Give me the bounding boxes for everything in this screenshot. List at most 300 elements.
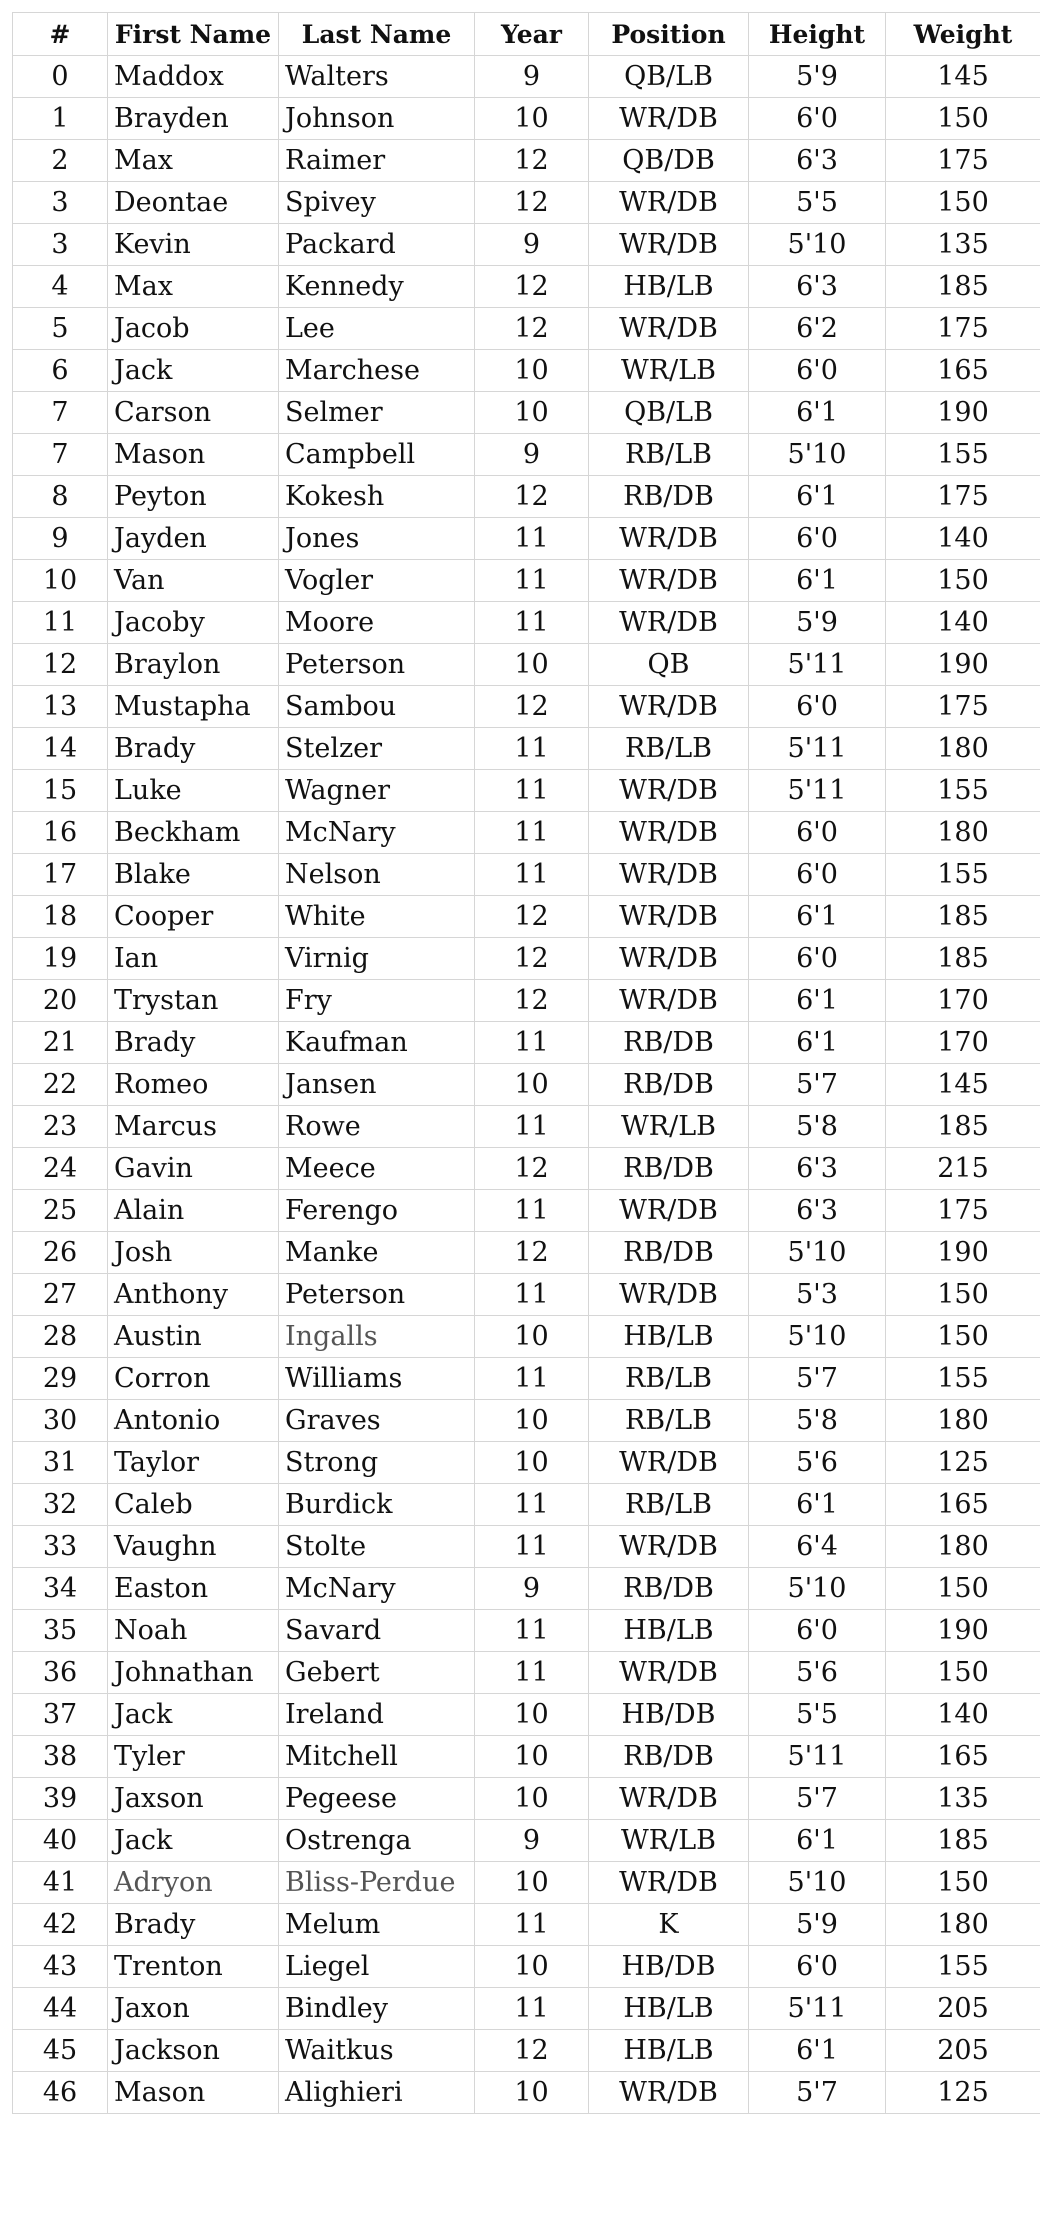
first-name-cell[interactable]: Cooper — [108, 896, 279, 938]
first-name-cell[interactable]: Jackson — [108, 2030, 279, 2072]
last-name-cell[interactable]: Campbell — [279, 434, 475, 476]
last-name-cell[interactable]: Spivey — [279, 182, 475, 224]
position-cell[interactable]: WR/DB — [589, 602, 749, 644]
year-cell[interactable]: 12 — [475, 686, 589, 728]
first-name-cell[interactable]: Marcus — [108, 1106, 279, 1148]
last-name-cell[interactable]: Bliss-Perdue — [279, 1862, 475, 1904]
year-cell[interactable]: 11 — [475, 518, 589, 560]
height-cell[interactable]: 6'3 — [749, 266, 886, 308]
height-cell[interactable]: 5'6 — [749, 1652, 886, 1694]
first-name-cell[interactable]: Max — [108, 140, 279, 182]
first-name-cell[interactable]: Tyler — [108, 1736, 279, 1778]
height-cell[interactable]: 6'2 — [749, 308, 886, 350]
last-name-cell[interactable]: Marchese — [279, 350, 475, 392]
weight-cell[interactable]: 175 — [886, 1190, 1040, 1232]
first-name-cell[interactable]: Carson — [108, 392, 279, 434]
height-cell[interactable]: 6'1 — [749, 980, 886, 1022]
column-header-year[interactable]: Year — [475, 13, 589, 56]
height-cell[interactable]: 5'7 — [749, 2072, 886, 2114]
weight-cell[interactable]: 150 — [886, 98, 1040, 140]
number-cell[interactable]: 2 — [13, 140, 108, 182]
number-cell[interactable]: 28 — [13, 1316, 108, 1358]
number-cell[interactable]: 39 — [13, 1778, 108, 1820]
position-cell[interactable]: QB — [589, 644, 749, 686]
last-name-cell[interactable]: Manke — [279, 1232, 475, 1274]
height-cell[interactable]: 6'1 — [749, 476, 886, 518]
first-name-cell[interactable]: Antonio — [108, 1400, 279, 1442]
position-cell[interactable]: RB/DB — [589, 1736, 749, 1778]
first-name-cell[interactable]: Luke — [108, 770, 279, 812]
last-name-cell[interactable]: Jones — [279, 518, 475, 560]
year-cell[interactable]: 11 — [475, 1022, 589, 1064]
height-cell[interactable]: 6'0 — [749, 518, 886, 560]
number-cell[interactable]: 13 — [13, 686, 108, 728]
last-name-cell[interactable]: Peterson — [279, 644, 475, 686]
height-cell[interactable]: 6'0 — [749, 686, 886, 728]
number-cell[interactable]: 42 — [13, 1904, 108, 1946]
position-cell[interactable]: QB/LB — [589, 392, 749, 434]
number-cell[interactable]: 10 — [13, 560, 108, 602]
position-cell[interactable]: QB/LB — [589, 56, 749, 98]
last-name-cell[interactable]: Virnig — [279, 938, 475, 980]
height-cell[interactable]: 5'9 — [749, 56, 886, 98]
height-cell[interactable]: 6'1 — [749, 1022, 886, 1064]
number-cell[interactable]: 0 — [13, 56, 108, 98]
year-cell[interactable]: 11 — [475, 1358, 589, 1400]
year-cell[interactable]: 11 — [475, 1190, 589, 1232]
year-cell[interactable]: 10 — [475, 98, 589, 140]
number-cell[interactable]: 46 — [13, 2072, 108, 2114]
first-name-cell[interactable]: Beckham — [108, 812, 279, 854]
height-cell[interactable]: 5'11 — [749, 1736, 886, 1778]
year-cell[interactable]: 11 — [475, 728, 589, 770]
last-name-cell[interactable]: Ireland — [279, 1694, 475, 1736]
first-name-cell[interactable]: Romeo — [108, 1064, 279, 1106]
weight-cell[interactable]: 170 — [886, 1022, 1040, 1064]
first-name-cell[interactable]: Jack — [108, 350, 279, 392]
year-cell[interactable]: 10 — [475, 392, 589, 434]
last-name-cell[interactable]: Gebert — [279, 1652, 475, 1694]
height-cell[interactable]: 5'7 — [749, 1064, 886, 1106]
last-name-cell[interactable]: Burdick — [279, 1484, 475, 1526]
last-name-cell[interactable]: Liegel — [279, 1946, 475, 1988]
last-name-cell[interactable]: Lee — [279, 308, 475, 350]
position-cell[interactable]: WR/DB — [589, 1274, 749, 1316]
last-name-cell[interactable]: Melum — [279, 1904, 475, 1946]
height-cell[interactable]: 6'0 — [749, 854, 886, 896]
first-name-cell[interactable]: Deontae — [108, 182, 279, 224]
year-cell[interactable]: 12 — [475, 1232, 589, 1274]
position-cell[interactable]: WR/DB — [589, 980, 749, 1022]
column-header-last-name[interactable]: Last Name — [279, 13, 475, 56]
year-cell[interactable]: 11 — [475, 1988, 589, 2030]
column-header-position[interactable]: Position — [589, 13, 749, 56]
year-cell[interactable]: 9 — [475, 224, 589, 266]
height-cell[interactable]: 6'1 — [749, 392, 886, 434]
first-name-cell[interactable]: Noah — [108, 1610, 279, 1652]
year-cell[interactable]: 12 — [475, 140, 589, 182]
position-cell[interactable]: RB/LB — [589, 1400, 749, 1442]
number-cell[interactable]: 43 — [13, 1946, 108, 1988]
first-name-cell[interactable]: Blake — [108, 854, 279, 896]
height-cell[interactable]: 6'0 — [749, 98, 886, 140]
position-cell[interactable]: WR/DB — [589, 518, 749, 560]
first-name-cell[interactable]: Trystan — [108, 980, 279, 1022]
weight-cell[interactable]: 125 — [886, 2072, 1040, 2114]
position-cell[interactable]: WR/DB — [589, 938, 749, 980]
position-cell[interactable]: WR/DB — [589, 1526, 749, 1568]
position-cell[interactable]: RB/DB — [589, 1022, 749, 1064]
last-name-cell[interactable]: Johnson — [279, 98, 475, 140]
first-name-cell[interactable]: Adryon — [108, 1862, 279, 1904]
year-cell[interactable]: 11 — [475, 854, 589, 896]
number-cell[interactable]: 21 — [13, 1022, 108, 1064]
height-cell[interactable]: 5'11 — [749, 644, 886, 686]
position-cell[interactable]: RB/LB — [589, 1358, 749, 1400]
last-name-cell[interactable]: Sambou — [279, 686, 475, 728]
number-cell[interactable]: 27 — [13, 1274, 108, 1316]
height-cell[interactable]: 5'8 — [749, 1106, 886, 1148]
year-cell[interactable]: 10 — [475, 1694, 589, 1736]
last-name-cell[interactable]: Mitchell — [279, 1736, 475, 1778]
year-cell[interactable]: 10 — [475, 1316, 589, 1358]
height-cell[interactable]: 6'3 — [749, 1190, 886, 1232]
height-cell[interactable]: 5'10 — [749, 1568, 886, 1610]
last-name-cell[interactable]: Vogler — [279, 560, 475, 602]
weight-cell[interactable]: 190 — [886, 644, 1040, 686]
number-cell[interactable]: 26 — [13, 1232, 108, 1274]
first-name-cell[interactable]: Mustapha — [108, 686, 279, 728]
last-name-cell[interactable]: McNary — [279, 1568, 475, 1610]
position-cell[interactable]: K — [589, 1904, 749, 1946]
weight-cell[interactable]: 140 — [886, 602, 1040, 644]
year-cell[interactable]: 12 — [475, 2030, 589, 2072]
weight-cell[interactable]: 170 — [886, 980, 1040, 1022]
number-cell[interactable]: 38 — [13, 1736, 108, 1778]
weight-cell[interactable]: 150 — [886, 1652, 1040, 1694]
number-cell[interactable]: 41 — [13, 1862, 108, 1904]
first-name-cell[interactable]: Jack — [108, 1820, 279, 1862]
last-name-cell[interactable]: Bindley — [279, 1988, 475, 2030]
last-name-cell[interactable]: Graves — [279, 1400, 475, 1442]
position-cell[interactable]: RB/DB — [589, 476, 749, 518]
weight-cell[interactable]: 175 — [886, 308, 1040, 350]
weight-cell[interactable]: 175 — [886, 476, 1040, 518]
position-cell[interactable]: WR/DB — [589, 770, 749, 812]
year-cell[interactable]: 9 — [475, 56, 589, 98]
weight-cell[interactable]: 145 — [886, 1064, 1040, 1106]
weight-cell[interactable]: 150 — [886, 1862, 1040, 1904]
last-name-cell[interactable]: Kokesh — [279, 476, 475, 518]
first-name-cell[interactable]: Max — [108, 266, 279, 308]
first-name-cell[interactable]: Brady — [108, 728, 279, 770]
first-name-cell[interactable]: Brayden — [108, 98, 279, 140]
last-name-cell[interactable]: Ferengo — [279, 1190, 475, 1232]
position-cell[interactable]: RB/LB — [589, 434, 749, 476]
year-cell[interactable]: 10 — [475, 1946, 589, 1988]
position-cell[interactable]: WR/DB — [589, 854, 749, 896]
year-cell[interactable]: 12 — [475, 266, 589, 308]
number-cell[interactable]: 45 — [13, 2030, 108, 2072]
number-cell[interactable]: 7 — [13, 392, 108, 434]
height-cell[interactable]: 6'0 — [749, 1610, 886, 1652]
weight-cell[interactable]: 190 — [886, 1610, 1040, 1652]
weight-cell[interactable]: 150 — [886, 1568, 1040, 1610]
position-cell[interactable]: WR/DB — [589, 2072, 749, 2114]
number-cell[interactable]: 17 — [13, 854, 108, 896]
weight-cell[interactable]: 190 — [886, 392, 1040, 434]
last-name-cell[interactable]: Stolte — [279, 1526, 475, 1568]
column-header-first-name[interactable]: First Name — [108, 13, 279, 56]
weight-cell[interactable]: 150 — [886, 1274, 1040, 1316]
first-name-cell[interactable]: Austin — [108, 1316, 279, 1358]
year-cell[interactable]: 10 — [475, 1064, 589, 1106]
position-cell[interactable]: WR/DB — [589, 686, 749, 728]
first-name-cell[interactable]: Taylor — [108, 1442, 279, 1484]
height-cell[interactable]: 6'0 — [749, 812, 886, 854]
last-name-cell[interactable]: Pegeese — [279, 1778, 475, 1820]
year-cell[interactable]: 10 — [475, 1400, 589, 1442]
first-name-cell[interactable]: Jacob — [108, 308, 279, 350]
position-cell[interactable]: HB/LB — [589, 2030, 749, 2072]
height-cell[interactable]: 6'1 — [749, 560, 886, 602]
first-name-cell[interactable]: Easton — [108, 1568, 279, 1610]
number-cell[interactable]: 11 — [13, 602, 108, 644]
weight-cell[interactable]: 205 — [886, 1988, 1040, 2030]
first-name-cell[interactable]: Alain — [108, 1190, 279, 1232]
number-cell[interactable]: 14 — [13, 728, 108, 770]
number-cell[interactable]: 44 — [13, 1988, 108, 2030]
position-cell[interactable]: HB/DB — [589, 1694, 749, 1736]
height-cell[interactable]: 5'8 — [749, 1400, 886, 1442]
weight-cell[interactable]: 185 — [886, 938, 1040, 980]
weight-cell[interactable]: 190 — [886, 1232, 1040, 1274]
number-cell[interactable]: 30 — [13, 1400, 108, 1442]
number-cell[interactable]: 9 — [13, 518, 108, 560]
number-cell[interactable]: 3 — [13, 224, 108, 266]
year-cell[interactable]: 11 — [475, 1652, 589, 1694]
position-cell[interactable]: HB/LB — [589, 1610, 749, 1652]
position-cell[interactable]: RB/DB — [589, 1064, 749, 1106]
first-name-cell[interactable]: Jaxson — [108, 1778, 279, 1820]
weight-cell[interactable]: 150 — [886, 1316, 1040, 1358]
last-name-cell[interactable]: Meece — [279, 1148, 475, 1190]
height-cell[interactable]: 6'3 — [749, 140, 886, 182]
position-cell[interactable]: RB/DB — [589, 1568, 749, 1610]
height-cell[interactable]: 5'3 — [749, 1274, 886, 1316]
weight-cell[interactable]: 135 — [886, 224, 1040, 266]
last-name-cell[interactable]: Ostrenga — [279, 1820, 475, 1862]
weight-cell[interactable]: 140 — [886, 518, 1040, 560]
height-cell[interactable]: 5'6 — [749, 1442, 886, 1484]
weight-cell[interactable]: 150 — [886, 182, 1040, 224]
height-cell[interactable]: 5'7 — [749, 1358, 886, 1400]
first-name-cell[interactable]: Jack — [108, 1694, 279, 1736]
number-cell[interactable]: 35 — [13, 1610, 108, 1652]
number-cell[interactable]: 34 — [13, 1568, 108, 1610]
last-name-cell[interactable]: Jansen — [279, 1064, 475, 1106]
position-cell[interactable]: WR/LB — [589, 350, 749, 392]
position-cell[interactable]: WR/DB — [589, 1442, 749, 1484]
first-name-cell[interactable]: Trenton — [108, 1946, 279, 1988]
position-cell[interactable]: WR/DB — [589, 1862, 749, 1904]
year-cell[interactable]: 11 — [475, 560, 589, 602]
number-cell[interactable]: 1 — [13, 98, 108, 140]
position-cell[interactable]: RB/LB — [589, 728, 749, 770]
weight-cell[interactable]: 180 — [886, 1904, 1040, 1946]
weight-cell[interactable]: 135 — [886, 1778, 1040, 1820]
weight-cell[interactable]: 165 — [886, 350, 1040, 392]
weight-cell[interactable]: 175 — [886, 140, 1040, 182]
first-name-cell[interactable]: Corron — [108, 1358, 279, 1400]
first-name-cell[interactable]: Jayden — [108, 518, 279, 560]
first-name-cell[interactable]: Gavin — [108, 1148, 279, 1190]
year-cell[interactable]: 9 — [475, 434, 589, 476]
number-cell[interactable]: 4 — [13, 266, 108, 308]
height-cell[interactable]: 6'1 — [749, 896, 886, 938]
weight-cell[interactable]: 125 — [886, 1442, 1040, 1484]
height-cell[interactable]: 5'10 — [749, 1862, 886, 1904]
year-cell[interactable]: 10 — [475, 350, 589, 392]
first-name-cell[interactable]: Caleb — [108, 1484, 279, 1526]
height-cell[interactable]: 5'7 — [749, 1778, 886, 1820]
position-cell[interactable]: HB/LB — [589, 1988, 749, 2030]
position-cell[interactable]: WR/DB — [589, 896, 749, 938]
position-cell[interactable]: HB/DB — [589, 1946, 749, 1988]
year-cell[interactable]: 11 — [475, 1484, 589, 1526]
weight-cell[interactable]: 165 — [886, 1736, 1040, 1778]
number-cell[interactable]: 36 — [13, 1652, 108, 1694]
height-cell[interactable]: 5'11 — [749, 1988, 886, 2030]
last-name-cell[interactable]: Waitkus — [279, 2030, 475, 2072]
first-name-cell[interactable]: Van — [108, 560, 279, 602]
height-cell[interactable]: 5'11 — [749, 728, 886, 770]
last-name-cell[interactable]: Williams — [279, 1358, 475, 1400]
height-cell[interactable]: 6'4 — [749, 1526, 886, 1568]
position-cell[interactable]: WR/DB — [589, 98, 749, 140]
weight-cell[interactable]: 205 — [886, 2030, 1040, 2072]
last-name-cell[interactable]: McNary — [279, 812, 475, 854]
weight-cell[interactable]: 155 — [886, 854, 1040, 896]
year-cell[interactable]: 11 — [475, 602, 589, 644]
year-cell[interactable]: 10 — [475, 1736, 589, 1778]
year-cell[interactable]: 10 — [475, 644, 589, 686]
year-cell[interactable]: 10 — [475, 1778, 589, 1820]
position-cell[interactable]: WR/DB — [589, 224, 749, 266]
position-cell[interactable]: HB/LB — [589, 1316, 749, 1358]
number-cell[interactable]: 8 — [13, 476, 108, 518]
height-cell[interactable]: 5'10 — [749, 224, 886, 266]
position-cell[interactable]: WR/DB — [589, 182, 749, 224]
first-name-cell[interactable]: Jacoby — [108, 602, 279, 644]
year-cell[interactable]: 12 — [475, 938, 589, 980]
height-cell[interactable]: 6'0 — [749, 938, 886, 980]
first-name-cell[interactable]: Ian — [108, 938, 279, 980]
number-cell[interactable]: 40 — [13, 1820, 108, 1862]
number-cell[interactable]: 25 — [13, 1190, 108, 1232]
position-cell[interactable]: WR/DB — [589, 1778, 749, 1820]
weight-cell[interactable]: 140 — [886, 1694, 1040, 1736]
height-cell[interactable]: 5'9 — [749, 1904, 886, 1946]
year-cell[interactable]: 12 — [475, 980, 589, 1022]
year-cell[interactable]: 12 — [475, 896, 589, 938]
first-name-cell[interactable]: Anthony — [108, 1274, 279, 1316]
year-cell[interactable]: 10 — [475, 2072, 589, 2114]
last-name-cell[interactable]: Alighieri — [279, 2072, 475, 2114]
number-cell[interactable]: 15 — [13, 770, 108, 812]
first-name-cell[interactable]: Josh — [108, 1232, 279, 1274]
year-cell[interactable]: 12 — [475, 308, 589, 350]
number-cell[interactable]: 23 — [13, 1106, 108, 1148]
last-name-cell[interactable]: Wagner — [279, 770, 475, 812]
height-cell[interactable]: 5'5 — [749, 1694, 886, 1736]
position-cell[interactable]: WR/DB — [589, 308, 749, 350]
weight-cell[interactable]: 155 — [886, 434, 1040, 476]
number-cell[interactable]: 7 — [13, 434, 108, 476]
weight-cell[interactable]: 155 — [886, 1946, 1040, 1988]
year-cell[interactable]: 10 — [475, 1862, 589, 1904]
height-cell[interactable]: 5'5 — [749, 182, 886, 224]
number-cell[interactable]: 20 — [13, 980, 108, 1022]
year-cell[interactable]: 12 — [475, 1148, 589, 1190]
height-cell[interactable]: 6'0 — [749, 1946, 886, 1988]
position-cell[interactable]: HB/LB — [589, 266, 749, 308]
weight-cell[interactable]: 180 — [886, 812, 1040, 854]
column-header-weight[interactable]: Weight — [886, 13, 1040, 56]
position-cell[interactable]: RB/LB — [589, 1484, 749, 1526]
height-cell[interactable]: 5'10 — [749, 1316, 886, 1358]
year-cell[interactable]: 10 — [475, 1442, 589, 1484]
year-cell[interactable]: 11 — [475, 1274, 589, 1316]
last-name-cell[interactable]: Raimer — [279, 140, 475, 182]
year-cell[interactable]: 9 — [475, 1820, 589, 1862]
year-cell[interactable]: 12 — [475, 476, 589, 518]
last-name-cell[interactable]: Nelson — [279, 854, 475, 896]
number-cell[interactable]: 19 — [13, 938, 108, 980]
number-cell[interactable]: 18 — [13, 896, 108, 938]
position-cell[interactable]: WR/DB — [589, 812, 749, 854]
last-name-cell[interactable]: Stelzer — [279, 728, 475, 770]
first-name-cell[interactable]: Braylon — [108, 644, 279, 686]
height-cell[interactable]: 6'1 — [749, 2030, 886, 2072]
last-name-cell[interactable]: White — [279, 896, 475, 938]
first-name-cell[interactable]: Brady — [108, 1022, 279, 1064]
position-cell[interactable]: WR/DB — [589, 1652, 749, 1694]
weight-cell[interactable]: 185 — [886, 1106, 1040, 1148]
weight-cell[interactable]: 150 — [886, 560, 1040, 602]
weight-cell[interactable]: 185 — [886, 896, 1040, 938]
number-cell[interactable]: 5 — [13, 308, 108, 350]
number-cell[interactable]: 3 — [13, 182, 108, 224]
first-name-cell[interactable]: Mason — [108, 434, 279, 476]
weight-cell[interactable]: 165 — [886, 1484, 1040, 1526]
weight-cell[interactable]: 180 — [886, 728, 1040, 770]
number-cell[interactable]: 31 — [13, 1442, 108, 1484]
first-name-cell[interactable]: Johnathan — [108, 1652, 279, 1694]
position-cell[interactable]: RB/DB — [589, 1232, 749, 1274]
first-name-cell[interactable]: Brady — [108, 1904, 279, 1946]
number-cell[interactable]: 37 — [13, 1694, 108, 1736]
weight-cell[interactable]: 175 — [886, 686, 1040, 728]
first-name-cell[interactable]: Peyton — [108, 476, 279, 518]
height-cell[interactable]: 6'1 — [749, 1820, 886, 1862]
weight-cell[interactable]: 155 — [886, 1358, 1040, 1400]
year-cell[interactable]: 9 — [475, 1568, 589, 1610]
first-name-cell[interactable]: Mason — [108, 2072, 279, 2114]
number-cell[interactable]: 12 — [13, 644, 108, 686]
last-name-cell[interactable]: Savard — [279, 1610, 475, 1652]
weight-cell[interactable]: 185 — [886, 1820, 1040, 1862]
